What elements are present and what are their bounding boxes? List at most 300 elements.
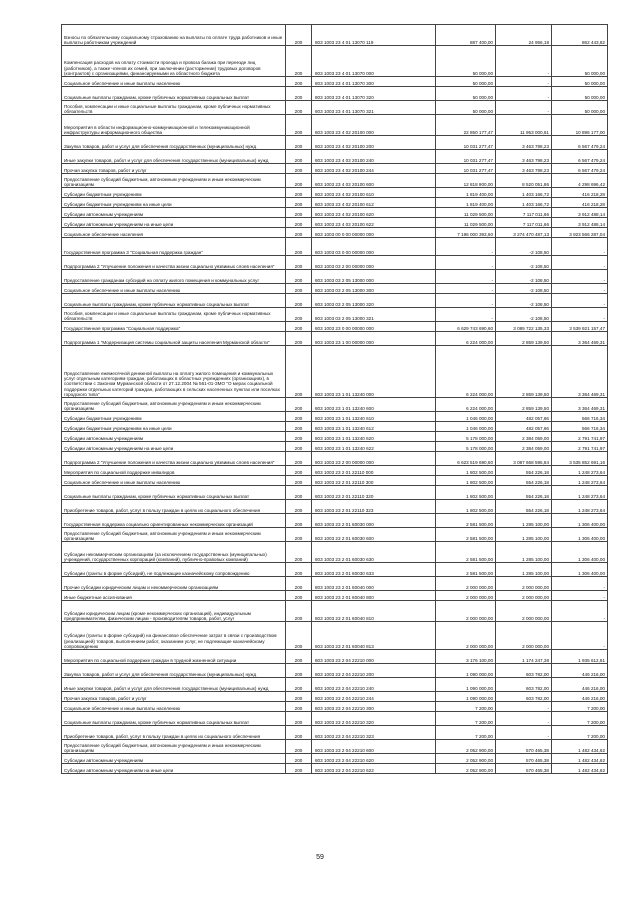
table-row xyxy=(62,622,608,650)
row-type-code: 200 xyxy=(286,500,312,514)
row-budget-code: 803 1003 23 2 04 22210 323 xyxy=(312,726,436,740)
row-executed-amount: 1 403 166,72 xyxy=(496,188,552,198)
row-unexecuted-amount: 1 248 273,64 xyxy=(552,500,608,514)
row-name: Мероприятия по социальной поддержке граждан в трудной жизненной ситуации xyxy=(62,650,286,664)
row-name: Социальное обеспечение населения xyxy=(62,228,286,238)
row-budget-code: 803 1003 23 2 01 22110 320 xyxy=(312,486,436,500)
row-unexecuted-amount: 446 216,00 xyxy=(552,692,608,702)
table-row xyxy=(62,198,608,208)
row-executed-amount: -2 108,50 xyxy=(496,284,552,294)
row-type-code: 200 xyxy=(286,678,312,692)
row-name: Компенсация расходов на оплату стоимости проезда и провоза багажа при переезде лиц (работников), а также членов их семей, при заключении (расторжении) трудовых договоров (контрактов) с организациями, финансируемыми из областного бюджета xyxy=(62,46,286,77)
row-type-code: 200 xyxy=(286,754,312,764)
row-name: Прочая закупка товаров, работ и услуг xyxy=(62,692,286,702)
row-name: Субсидии некоммерческим организациям (за исключением государственных (муниципальных) учреждений, государственных корпораций (компаний), публично-правовых компаний) xyxy=(62,542,286,563)
row-approved-amount: 2 000 000,00 xyxy=(436,601,496,622)
table-row xyxy=(62,218,608,228)
row-budget-code: 803 1003 23 2 04 22210 320 xyxy=(312,712,436,726)
row-budget-code: 803 1003 23 4 02 20100 620 xyxy=(312,208,436,218)
row-type-code: 200 xyxy=(286,422,312,432)
row-type-code: 200 xyxy=(286,398,312,412)
row-approved-amount: 2 052 900,00 xyxy=(436,754,496,764)
row-type-code: 200 xyxy=(286,591,312,601)
row-budget-code: 803 1003 23 4 02 20100 610 xyxy=(312,188,436,198)
row-executed-amount: - xyxy=(496,702,552,712)
row-approved-amount: 2 000 000,00 xyxy=(436,577,496,591)
row-unexecuted-amount: 3 923 566 287,04 xyxy=(552,228,608,238)
table-row xyxy=(62,754,608,764)
row-type-code: 200 xyxy=(286,198,312,208)
row-approved-amount: 1 802 500,00 xyxy=(436,486,496,500)
row-budget-code: 803 1003 23 2 04 22210 240 xyxy=(312,678,436,692)
row-name: Мероприятия по социальной поддержке инвалидов xyxy=(62,466,286,476)
row-budget-code: 803 1003 23 0 00 00000 000 xyxy=(312,322,436,332)
row-name: Субсидии автономным учреждениям на иные цели xyxy=(62,764,286,774)
row-name: Приобретение товаров, работ, услуг в пользу граждан в целях их социального обеспечения xyxy=(62,726,286,740)
row-budget-code: 803 1003 23 4 02 20100 600 xyxy=(312,174,436,188)
row-budget-code: 803 1003 03 2 05 13000 000 xyxy=(312,270,436,284)
row-name: Субсидии автономным учреждениям на иные цели xyxy=(62,442,286,452)
row-type-code: 200 xyxy=(286,208,312,218)
row-unexecuted-amount: 50 000,00 xyxy=(552,77,608,87)
table-row xyxy=(62,500,608,514)
row-executed-amount: 1 285 100,00 xyxy=(496,514,552,528)
row-approved-amount: 10 031 277,47 xyxy=(436,150,496,164)
row-unexecuted-amount: 1 248 273,64 xyxy=(552,486,608,500)
row-budget-code: 803 1003 23 1 01 13240 600 xyxy=(312,398,436,412)
table-row xyxy=(62,514,608,528)
row-type-code: 200 xyxy=(286,486,312,500)
table-row xyxy=(62,692,608,702)
row-approved-amount: 1 819 400,00 xyxy=(436,198,496,208)
row-approved-amount: 1 046 000,00 xyxy=(436,412,496,422)
row-unexecuted-amount: 10 896 177,00 xyxy=(552,115,608,136)
table-row xyxy=(62,442,608,452)
page-number: 59 xyxy=(316,854,324,861)
row-executed-amount: 3 087 668 595,84 xyxy=(496,452,552,466)
row-name: Субсидии (гранты в форме субсидий) на финансовое обеспечение затрат в связи с производством (реализацией) товаров, выполнением работ, оказанием услуг, не подлежащие казначейскому сопровождению xyxy=(62,622,286,650)
row-executed-amount: -2 108,50 xyxy=(496,256,552,270)
row-executed-amount: 3 089 722 135,33 xyxy=(496,322,552,332)
row-name: Иные закупки товаров, работ и услуг для обеспечения государственных (муниципальных) нужд xyxy=(62,678,286,692)
row-executed-amount: 2 000 000,00 xyxy=(496,591,552,601)
row-approved-amount: 887 400,00 xyxy=(436,25,496,46)
row-unexecuted-amount: 50 000,00 xyxy=(552,87,608,101)
table-row xyxy=(62,77,608,87)
row-unexecuted-amount: 3 364 469,31 xyxy=(552,332,608,346)
row-unexecuted-amount: - xyxy=(552,591,608,601)
row-unexecuted-amount: 2 791 741,97 xyxy=(552,442,608,452)
row-budget-code: 803 1003 23 4 01 13070 000 xyxy=(312,46,436,77)
row-executed-amount: 3 463 798,23 xyxy=(496,164,552,174)
row-budget-code: 803 1003 23 2 04 22210 620 xyxy=(312,754,436,764)
row-type-code: 200 xyxy=(286,346,312,398)
row-executed-amount: 554 226,18 xyxy=(496,476,552,486)
row-approved-amount: 2 052 900,00 xyxy=(436,764,496,774)
row-name: Мероприятия в области информационно-коммуникационной и телекоммуникационной инфраструктуры информационного общества xyxy=(62,115,286,136)
row-executed-amount: 2 384 059,00 xyxy=(496,432,552,442)
row-approved-amount: 7 200,00 xyxy=(436,702,496,712)
row-executed-amount: 1 285 100,00 xyxy=(496,528,552,542)
row-type-code: 200 xyxy=(286,664,312,678)
row-unexecuted-amount: - xyxy=(552,284,608,294)
row-type-code: 200 xyxy=(286,740,312,754)
row-budget-code: 803 1003 23 4 01 13070 300 xyxy=(312,77,436,87)
row-unexecuted-amount: 50 000,00 xyxy=(552,46,608,77)
table-row xyxy=(62,115,608,136)
row-budget-code: 803 1003 00 0 00 00000 000 xyxy=(312,228,436,238)
row-executed-amount: 570 465,38 xyxy=(496,754,552,764)
row-unexecuted-amount: 1 306 400,00 xyxy=(552,563,608,577)
table-row xyxy=(62,412,608,422)
row-approved-amount: - xyxy=(436,294,496,308)
row-executed-amount: 554 226,18 xyxy=(496,500,552,514)
row-type-code: 200 xyxy=(286,174,312,188)
row-executed-amount: 2 000 000,00 xyxy=(496,622,552,650)
row-type-code: 200 xyxy=(286,476,312,486)
table-row xyxy=(62,188,608,198)
row-name: Субсидии бюджетным учреждениям xyxy=(62,188,286,198)
row-budget-code: 803 1003 03 2 05 13000 300 xyxy=(312,284,436,294)
row-unexecuted-amount: - xyxy=(552,308,608,322)
row-type-code: 200 xyxy=(286,442,312,452)
table-row xyxy=(62,601,608,622)
row-budget-code: 803 1003 23 2 01 22110 000 xyxy=(312,466,436,476)
row-unexecuted-amount: - xyxy=(552,294,608,308)
row-executed-amount: 2 000 000,00 xyxy=(496,577,552,591)
row-approved-amount: 7 196 000 393,60 xyxy=(436,228,496,238)
row-budget-code: 803 1003 23 2 01 60040 000 xyxy=(312,577,436,591)
row-name: Субсидии бюджетным учреждениям на иные цели xyxy=(62,422,286,432)
row-type-code: 200 xyxy=(286,650,312,664)
row-type-code: 200 xyxy=(286,270,312,284)
row-type-code: 200 xyxy=(286,164,312,174)
row-approved-amount: - xyxy=(436,238,496,256)
row-budget-code: 803 1003 23 2 01 60040 800 xyxy=(312,591,436,601)
row-approved-amount: 22 850 177,47 xyxy=(436,115,496,136)
row-budget-code: 803 1003 23 4 01 13070 320 xyxy=(312,87,436,101)
row-type-code: 200 xyxy=(286,692,312,702)
row-unexecuted-amount: 6 567 479,24 xyxy=(552,136,608,150)
row-unexecuted-amount: 3 912 488,14 xyxy=(552,218,608,228)
row-unexecuted-amount: 3 912 488,14 xyxy=(552,208,608,218)
row-name: Социальное обеспечение и иные выплаты населению xyxy=(62,284,286,294)
row-approved-amount: 2 000 000,00 xyxy=(436,622,496,650)
row-budget-code: 803 1003 23 2 04 22210 200 xyxy=(312,664,436,678)
row-executed-amount: 7 117 011,66 xyxy=(496,218,552,228)
row-type-code: 200 xyxy=(286,284,312,294)
row-approved-amount: 2 581 500,00 xyxy=(436,514,496,528)
table-row xyxy=(62,308,608,322)
row-type-code: 200 xyxy=(286,332,312,346)
row-approved-amount: 50 000,00 xyxy=(436,46,496,77)
row-type-code: 200 xyxy=(286,702,312,712)
table-row xyxy=(62,398,608,412)
row-unexecuted-amount: 3 539 921 157,47 xyxy=(552,322,608,332)
row-budget-code: 803 1003 23 4 02 20100 000 xyxy=(312,115,436,136)
row-executed-amount: 603 782,00 xyxy=(496,678,552,692)
row-executed-amount: 3 463 798,23 xyxy=(496,136,552,150)
row-name: Субсидии автономным учреждениям xyxy=(62,208,286,218)
row-approved-amount: 6 224 000,00 xyxy=(436,346,496,398)
row-executed-amount: - xyxy=(496,101,552,115)
row-unexecuted-amount: - xyxy=(552,256,608,270)
table-row xyxy=(62,764,608,774)
row-executed-amount: 1 174 247,38 xyxy=(496,650,552,664)
row-type-code: 200 xyxy=(286,622,312,650)
row-budget-code: 803 1003 23 2 01 60030 600 xyxy=(312,528,436,542)
row-unexecuted-amount: 1 482 434,62 xyxy=(552,740,608,754)
row-executed-amount: 8 520 051,86 xyxy=(496,174,552,188)
row-name: Социальное обеспечение и иные выплаты населению xyxy=(62,77,286,87)
row-approved-amount: 1 046 000,00 xyxy=(436,422,496,432)
row-executed-amount: -2 108,50 xyxy=(496,270,552,284)
row-name: Предоставление субсидий бюджетным, автономным учреждениям и иным некоммерческим организациям xyxy=(62,528,286,542)
row-type-code: 200 xyxy=(286,563,312,577)
row-unexecuted-amount: 1 482 434,62 xyxy=(552,754,608,764)
row-executed-amount: 3 463 798,23 xyxy=(496,150,552,164)
row-approved-amount: 2 581 500,00 xyxy=(436,542,496,563)
row-type-code: 200 xyxy=(286,528,312,542)
table-row xyxy=(62,164,608,174)
row-type-code: 200 xyxy=(286,150,312,164)
row-executed-amount: - xyxy=(496,726,552,740)
row-name: Приобретение товаров, работ, услуг в пользу граждан в целях их социального обеспечения xyxy=(62,500,286,514)
row-unexecuted-amount: 1 935 612,61 xyxy=(552,650,608,664)
row-approved-amount: 1 802 500,00 xyxy=(436,476,496,486)
row-unexecuted-amount: 3 364 469,31 xyxy=(552,398,608,412)
row-approved-amount: 10 031 277,47 xyxy=(436,136,496,150)
row-type-code: 200 xyxy=(286,101,312,115)
table-row xyxy=(62,87,608,101)
table-row xyxy=(62,591,608,601)
table-row xyxy=(62,542,608,563)
row-name: Субсидии юридическим лицам (кроме некоммерческих организаций), индивидуальным предпринимателям, физическим лицам - производителям товаров, работ, услуг xyxy=(62,601,286,622)
row-executed-amount: 2 859 139,50 xyxy=(496,346,552,398)
row-budget-code: 803 1003 23 4 02 20100 200 xyxy=(312,136,436,150)
row-unexecuted-amount: 6 567 479,24 xyxy=(552,164,608,174)
row-name: Государственная программа 3 "Социальная поддержка граждан" xyxy=(62,238,286,256)
row-name: Подпрограмма 2 "Улучшение положения и качества жизни социально уязвимых слоев населения" xyxy=(62,256,286,270)
row-type-code: 200 xyxy=(286,542,312,563)
row-approved-amount: 7 200,00 xyxy=(436,712,496,726)
table-row xyxy=(62,332,608,346)
row-executed-amount: -2 108,50 xyxy=(496,308,552,322)
row-approved-amount: 7 200,00 xyxy=(436,726,496,740)
row-executed-amount: 1 285 100,00 xyxy=(496,563,552,577)
table-row xyxy=(62,432,608,442)
row-name: Закупка товаров, работ и услуг для обеспечения государственных (муниципальных) нужд xyxy=(62,136,286,150)
row-approved-amount: 6 224 000,00 xyxy=(436,398,496,412)
row-executed-amount: 2 384 059,00 xyxy=(496,442,552,452)
row-approved-amount: - xyxy=(436,270,496,284)
row-unexecuted-amount: 1 248 273,64 xyxy=(552,466,608,476)
row-type-code: 200 xyxy=(286,188,312,198)
row-budget-code: 803 1003 03 2 05 13000 320 xyxy=(312,294,436,308)
row-executed-amount: 2 859 139,50 xyxy=(496,398,552,412)
row-budget-code: 803 1003 23 2 01 60030 633 xyxy=(312,563,436,577)
row-name: Предоставление гражданам субсидий на оплату жилого помещения и коммунальных услуг xyxy=(62,270,286,284)
row-executed-amount: - xyxy=(496,712,552,726)
table-row xyxy=(62,228,608,238)
table-row xyxy=(62,664,608,678)
row-budget-code: 803 1003 23 2 04 22210 600 xyxy=(312,740,436,754)
row-type-code: 200 xyxy=(286,412,312,422)
row-budget-code: 803 1003 23 2 01 60040 813 xyxy=(312,622,436,650)
row-name: Социальное обеспечение и иные выплаты населению xyxy=(62,702,286,712)
row-name: Пособия, компенсации и иные социальные выплаты гражданам, кроме публичных нормативных обязательств xyxy=(62,308,286,322)
row-unexecuted-amount: - xyxy=(552,270,608,284)
row-name: Субсидии автономным учреждениям xyxy=(62,754,286,764)
row-unexecuted-amount: - xyxy=(552,238,608,256)
row-unexecuted-amount: 7 200,00 xyxy=(552,726,608,740)
row-unexecuted-amount: 446 216,00 xyxy=(552,678,608,692)
row-budget-code: 803 1003 23 1 00 00000 000 xyxy=(312,332,436,346)
row-type-code: 200 xyxy=(286,452,312,466)
row-executed-amount: 482 057,66 xyxy=(496,412,552,422)
row-type-code: 200 xyxy=(286,577,312,591)
row-name: Предоставление субсидий бюджетным, автономным учреждениям и иным некоммерческим организациям xyxy=(62,740,286,754)
table-row xyxy=(62,422,608,432)
row-budget-code: 803 1003 23 4 02 20100 612 xyxy=(312,198,436,208)
row-name: Прочие субсидии юридическим лицам и некоммерческим организациям xyxy=(62,577,286,591)
row-type-code: 200 xyxy=(286,712,312,726)
table-row xyxy=(62,740,608,754)
row-type-code: 200 xyxy=(286,601,312,622)
row-type-code: 200 xyxy=(286,136,312,150)
table-row xyxy=(62,466,608,476)
row-budget-code: 803 1003 23 2 04 22210 000 xyxy=(312,650,436,664)
row-budget-code: 803 1003 23 4 02 20100 244 xyxy=(312,164,436,174)
row-type-code: 200 xyxy=(286,218,312,228)
row-type-code: 200 xyxy=(286,308,312,322)
row-approved-amount: 11 029 500,00 xyxy=(436,208,496,218)
row-unexecuted-amount: 1 306 400,00 xyxy=(552,514,608,528)
row-executed-amount: -2 108,50 xyxy=(496,294,552,308)
row-budget-code: 803 1003 23 4 01 13070 119 xyxy=(312,25,436,46)
row-approved-amount: 3 176 100,00 xyxy=(436,650,496,664)
row-executed-amount: 1 403 166,72 xyxy=(496,198,552,208)
table-row xyxy=(62,712,608,726)
row-executed-amount: 11 953 000,61 xyxy=(496,115,552,136)
table-row xyxy=(62,452,608,466)
row-budget-code: 803 1003 23 2 01 22110 300 xyxy=(312,476,436,486)
row-type-code: 200 xyxy=(286,726,312,740)
row-executed-amount: 554 226,18 xyxy=(496,486,552,500)
row-budget-code: 803 1003 23 4 02 20100 622 xyxy=(312,218,436,228)
row-name: Субсидии (гранты в форме субсидий), не подлежащие казначейскому сопровождению xyxy=(62,563,286,577)
row-approved-amount: 12 818 900,00 xyxy=(436,174,496,188)
row-executed-amount: 3 274 470 487,13 xyxy=(496,228,552,238)
row-budget-code: 803 1003 03 2 05 13000 321 xyxy=(312,308,436,322)
row-budget-code: 803 1003 23 2 04 22210 244 xyxy=(312,692,436,702)
row-executed-amount: -2 108,50 xyxy=(496,238,552,256)
row-type-code: 200 xyxy=(286,115,312,136)
row-type-code: 200 xyxy=(286,322,312,332)
table-row xyxy=(62,678,608,692)
table-row xyxy=(62,346,608,398)
row-approved-amount: 11 029 500,00 xyxy=(436,218,496,228)
row-budget-code: 803 1003 23 4 01 13070 321 xyxy=(312,101,436,115)
table-row xyxy=(62,136,608,150)
row-unexecuted-amount: 50 000,00 xyxy=(552,101,608,115)
table-row xyxy=(62,174,608,188)
row-approved-amount: - xyxy=(436,284,496,294)
table-row xyxy=(62,577,608,591)
row-name: Прочая закупка товаров, работ и услуг xyxy=(62,164,286,174)
row-type-code: 200 xyxy=(286,87,312,101)
row-unexecuted-amount: 3 364 469,31 xyxy=(552,346,608,398)
table-row xyxy=(62,486,608,500)
row-name: Иные бюджетные ассигнования xyxy=(62,591,286,601)
row-unexecuted-amount: 4 298 696,42 xyxy=(552,174,608,188)
row-name: Субсидии бюджетным учреждениям xyxy=(62,412,286,422)
row-name: Предоставление ежемесячной денежной выплаты на оплату жилого помещения и коммунальных услуг отдельным категориям граждан, работающих в областных учреждениях (организациях), в соответствии с Законом Мурманской области от 27.12.2004 № 561-01-ЗМО "О мерах социальной поддержки отдельных категорий граждан, работающих в сельских населенных пунктах или поселках городского типа" xyxy=(62,346,286,398)
row-executed-amount: - xyxy=(496,87,552,101)
row-unexecuted-amount: 1 306 400,00 xyxy=(552,528,608,542)
table-row xyxy=(62,25,608,46)
row-approved-amount: 10 031 277,47 xyxy=(436,164,496,174)
row-name: Иные закупки товаров, работ и услуг для обеспечения государственных (муниципальных) нужд xyxy=(62,150,286,164)
table-row xyxy=(62,528,608,542)
row-name: Государственная программа "Социальная поддержка" xyxy=(62,322,286,332)
row-budget-code: 803 1003 23 1 01 13240 620 xyxy=(312,432,436,442)
row-unexecuted-amount: 6 567 479,24 xyxy=(552,150,608,164)
row-unexecuted-amount: - xyxy=(552,622,608,650)
row-name: Подпрограмма 1 "Модернизация системы социальной защиты населения Мурманской области" xyxy=(62,332,286,346)
table-row xyxy=(62,650,608,664)
table-row xyxy=(62,270,608,284)
row-approved-amount: 6 629 743 690,60 xyxy=(436,322,496,332)
row-budget-code: 803 1003 23 1 01 13240 622 xyxy=(312,442,436,452)
row-approved-amount: 1 819 400,00 xyxy=(436,188,496,198)
row-unexecuted-amount: 3 535 852 691,16 xyxy=(552,452,608,466)
row-type-code: 200 xyxy=(286,25,312,46)
row-type-code: 200 xyxy=(286,466,312,476)
row-executed-amount: 24 956,18 xyxy=(496,25,552,46)
row-type-code: 200 xyxy=(286,764,312,774)
row-unexecuted-amount: 446 216,00 xyxy=(552,664,608,678)
row-name: Социальное обеспечение и иные выплаты населению xyxy=(62,476,286,486)
row-budget-code: 803 1003 23 2 01 60030 000 xyxy=(312,514,436,528)
table-row xyxy=(62,284,608,294)
table-row xyxy=(62,150,608,164)
row-budget-code: 803 1003 23 2 00 00000 000 xyxy=(312,452,436,466)
row-approved-amount: 5 178 000,00 xyxy=(436,442,496,452)
row-approved-amount: 50 000,00 xyxy=(436,77,496,87)
table-row xyxy=(62,476,608,486)
row-budget-code: 803 1003 03 2 00 00000 000 xyxy=(312,256,436,270)
row-name: Субсидии автономным учреждениям на иные цели xyxy=(62,218,286,228)
row-type-code: 200 xyxy=(286,238,312,256)
table-row xyxy=(62,702,608,712)
row-budget-code: 803 1003 23 2 04 22210 622 xyxy=(312,764,436,774)
row-approved-amount: 1 090 000,00 xyxy=(436,664,496,678)
row-approved-amount: 5 178 000,00 xyxy=(436,432,496,442)
row-executed-amount: 2 859 139,50 xyxy=(496,332,552,346)
row-unexecuted-amount: 1 306 400,00 xyxy=(552,542,608,563)
row-unexecuted-amount: 1 482 434,62 xyxy=(552,764,608,774)
budget-table-body xyxy=(62,25,608,774)
row-name: Государственная поддержка социально ориентированных некоммерческих организаций xyxy=(62,514,286,528)
row-name: Социальные выплаты гражданам, кроме публичных нормативных социальных выплат xyxy=(62,294,286,308)
row-name: Социальные выплаты гражданам, кроме публичных нормативных социальных выплат xyxy=(62,712,286,726)
row-executed-amount: 570 465,38 xyxy=(496,764,552,774)
table-row xyxy=(62,563,608,577)
row-executed-amount: 482 057,66 xyxy=(496,422,552,432)
row-executed-amount: 1 285 100,00 xyxy=(496,542,552,563)
row-name: Социальные выплаты гражданам, кроме публичных нормативных социальных выплат xyxy=(62,486,286,500)
